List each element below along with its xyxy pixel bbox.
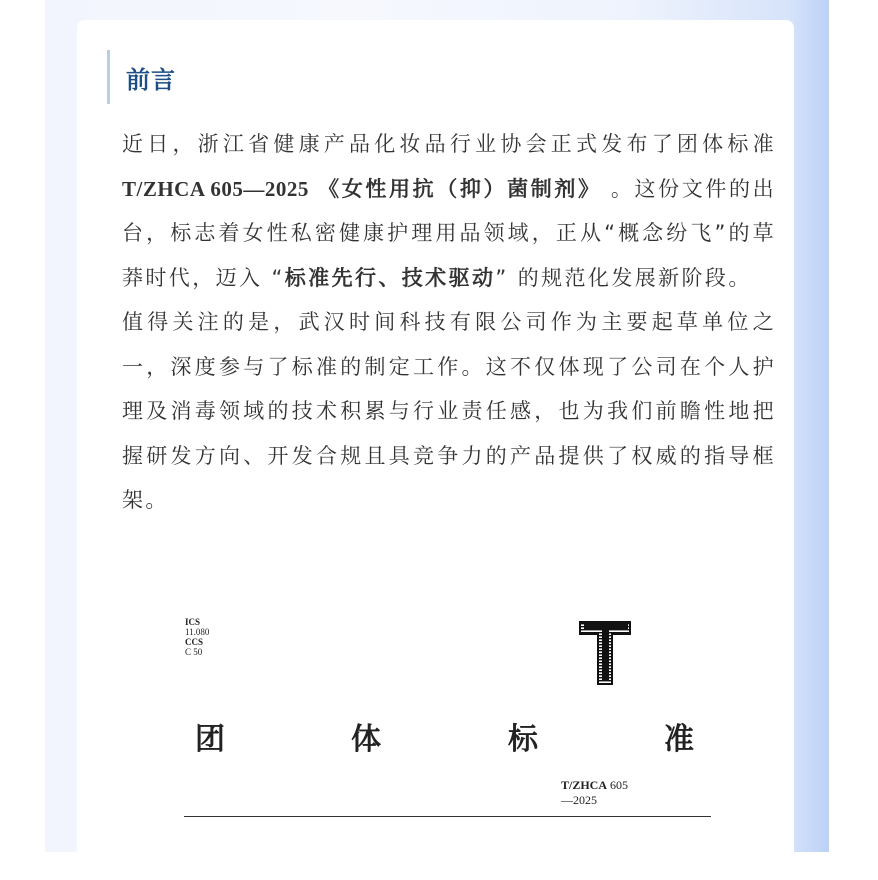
- standard-code-inline: T/ZHCA 605—2025: [122, 176, 309, 201]
- paragraph-1-text-c: ” 的规范化发展新阶段。: [495, 265, 752, 290]
- paragraph-1-text-a: 近日，浙江省健康产品化妆品行业协会正式发布了团体标准: [122, 132, 776, 156]
- paragraph-1-text-b: 。这份文件的出台，标志着女性私密健康护理用品领域，正从“概念纷飞”的草莽时代，迈入 “: [122, 176, 776, 290]
- standard-type-char-4: 准: [664, 722, 694, 757]
- standard-type-char-3: 标: [508, 722, 538, 757]
- ics-label: ICS: [185, 617, 201, 627]
- paragraph-1: [122, 122, 776, 300]
- section-title: 前言: [126, 65, 176, 94]
- spacer-text: [309, 177, 318, 201]
- divider-line: [184, 816, 711, 817]
- standard-type-char-1: 团: [195, 722, 225, 757]
- classification-codes: [185, 617, 209, 657]
- standard-number-prefix: T/ZHCA: [561, 778, 608, 792]
- paragraph-2: 值得关注的是，武汉时间科技有限公司作为主要起草单位之一，深度参与了标准的制定工作。这不仅体现了公司在个人护理及消毒领域的技术积累与行业责任感，也为我们前瞻性地把握研发方向、开发合规且具竞争力的产品提供了权威的指导框架。: [122, 310, 776, 512]
- ccs-value: C 50: [185, 647, 203, 657]
- section-heading: [107, 50, 176, 104]
- t-standard-logo-icon: [578, 620, 632, 686]
- standard-number: [561, 778, 628, 808]
- article-body: [122, 122, 776, 523]
- ccs-label: CCS: [185, 637, 204, 647]
- standard-type-char-2: 体: [351, 722, 381, 757]
- standard-number-value: 605—2025: [561, 778, 629, 807]
- slogan-bold: 标准先行、技术驱动: [284, 265, 496, 290]
- ics-value: 11.080: [185, 627, 210, 637]
- standard-title-inline: 《女性用抗（抑）菌制剂》: [318, 176, 602, 201]
